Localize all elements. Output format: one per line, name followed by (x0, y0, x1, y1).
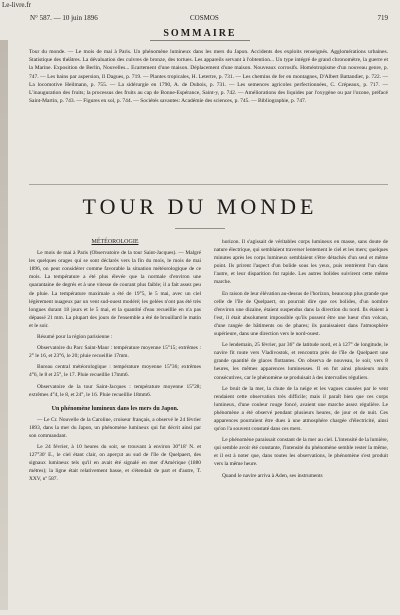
paragraph: — Le Cr. Nouvelle de la Caroline, croiseur français, a observé le 24 février 1893, dans la mer du Japon, un phénomène lumineux qui fut décrit ainsi par son commandant. (29, 416, 201, 439)
paragraph: Résumé pour la région parisienne : (37, 334, 113, 341)
divider (29, 184, 388, 185)
journal-name: COSMOS (190, 14, 219, 22)
issue-number: N° 587. — 10 juin 1896 (30, 14, 98, 22)
paragraph: Le phénomène paraissait constant de la mer au ciel. L'intensité de la lumière, qui semble avoir été constante, l'intensité du phénomène semble rester la même, et il est à noter que, dans toutes les observations, le phénomène s'est produit vers la même heure. (214, 437, 388, 468)
running-header (30, 12, 388, 24)
paragraph: horizon. Il s'agissait de véritables corps lumineux en masse, sans doute de nature électrique, qui semblaient traverser lentement le ciel et les mers; quelques minutes après les corps lumineux semblaient s'être détachés d'un seul et même point. Ils prirent l'aspect d'un bolide sous les yeux, puis rentrèrent l'un dans l'autre, et leur disparition fut rapide. Les autres bolides suivirent cette même marche. (214, 239, 388, 286)
divider (175, 228, 225, 229)
page-number: 719 (377, 14, 388, 22)
paragraph: Observatoire de la tour Saint-Jacques : température moyenne 15°28; extrêmes 4°4, le 8, et 24°, le 16. Pluie recueillie 18mm6. (29, 383, 201, 398)
paragraph: Le lendemain, 25 février, par 36° de latitude nord, et à 127° de longitude, le navire fit route vers Vladivostok, et rencontra près de l'île de Quelpaert une grande quantité de glaces flottantes. On observa de nouveau, le soir, vers 8 heures, les mêmes apparences lumineuses. Il en fut ainsi plusieurs nuits consécutives, car le phénomène se produisait à des intervalles réguliers. (214, 342, 388, 381)
section-heading: MÉTÉOROLOGIE (91, 239, 139, 245)
right-column (214, 238, 388, 483)
paragraph: Bureau central météorologique : température moyenne 15°36; extrêmes 4°6, le 8 et 25°, le 17. Pluie recueillie 17mm6. (29, 364, 201, 379)
paragraph: Le 24 février, à 10 heures du soir, se trouvant à environ 30°18' N. et 127°30' E., le ciel étant clair, on aperçut au sud de l'île de Quelpaert, des signaux lumineux tels qu'il en avait été signalé en mer d'Amérique (1880 métres); la ligne était relativement basse, et s'étendait de part et d'autre, T. XXV, nº 587. (29, 444, 201, 483)
section-title: TOUR DU MONDE (82, 194, 318, 219)
watermark-label: Le-livre.fr (2, 1, 31, 9)
paragraph: En raison de leur élévation au-dessus de l'horizon, beaucoup plus grande que celle de l'île de Quelpaert, on pourrait dire que ces bolides, d'un nombre d'environ une dizaine, étaient suspendus dans la direction du nord. Ils étaient à l'est, il était absolument impossible qu'ils pussent être une lueur d'un volcan, d'une rangée de bâtiments ou de phares; ils paraissaient dans l'atmosphère supérieure, dans une direction vers le nord-ouest. (214, 290, 388, 338)
sommaire-heading: SOMMAIRE (163, 28, 237, 39)
paragraph: Le mois de mai à Paris (Observatoire de la tour Saint-Jacques). — Malgré les quelques orages qui se sont déclarés vers la fin du mois, le mois de mai 1896, on peut considérer comme favorable la situation météorologique de ce mois. La température a été plus élevée que la normale d'environ une quarantaine de degrés et à une vitesse de courant plus faible; il a fait assez peu de pluie. La température maximale a été de 19°5, le 5 mai, avec un ciel légèrement nuageux par un vent sud-ouest modéré; les gelées n'ont pas été très longues durant 18 jours et le 5 mai, et la quantité d'eau recueillie en n'a pas dépassé 21 mm. La plupart des jours de l'ensemble a été de brouillard le matin et le soir. (29, 250, 201, 329)
left-column (29, 238, 201, 487)
subsection-heading: Un phénomène lumineux dans les mers du Japon. (51, 405, 179, 412)
divider (150, 40, 250, 41)
paragraph: Le bruit de la mer, la chute de la neige et les vagues causées par le vent rendaient cette observation très difficile; mais il paraît bien que ces corps lumineux, d'une couleur rouge foncé, avaient une marche assez régulière. Le phénomène a été observé pendant plusieurs heures, de jour et de nuit. Ces apparences pourraient être dues à une atmosphère chargée d'électricité, ainsi qu'on l'a souvent constaté dans ces mers. (214, 385, 388, 433)
paragraph: Quand le navire arriva à Aden, ses instruments (222, 472, 323, 479)
top-bar (0, 0, 400, 10)
summary-text: Tour du monde. — Le mois de mai à Paris. Un phénomène lumineux dans les mers du Japon. Accidents des exploits renseignés. Agglomérations urbaines. Statistique des théâtres. La dévaluation des cuivres de bronze, des tortues. Les appareils servant à l'obtention... Un type intégré de grand chronomètre, la guerre et la Marine. Exposition de Berlin, Nouvelles... Ecartement d'une maison. Déplacement d'une maison. Nouveaux corrosifs. Homéotropisme d'un nouveau genre, p. 747. — Les bains par aspersion, Il Dagues, p. 719. — Plantes tropicales, H. Letertre, p. 731. — Les chemins de fer en montagnes, D'Albert Battandier, p. 722. — La locomotive Heilmann, p. 755. — La sidérurgie en 1790, A. de Dubois, p. 731. — Les semences agricoles perfectionnées, C. Crépeaux, p. 717. — L'inauguration des fruits; la processus des fruits au cap de Bonne-Espérance, Saint-y, p. 742. — Améliorations des liquides par l'oxygène ou par l'ozone, préfacé Saint-Martin, p. 743. — Figures en sol, p. 744. — Sociétés savantes: Académie des sciences, p. 745. — Bibliographie, p. 747. (29, 49, 388, 105)
page-edge-shadow (0, 40, 8, 610)
paragraph: Observatoire du Parc Saint-Maur : température moyenne 15°15; extrêmes : 2° le 16, et 23°6, le 20; pluie recueillie 17mm. (29, 345, 201, 360)
